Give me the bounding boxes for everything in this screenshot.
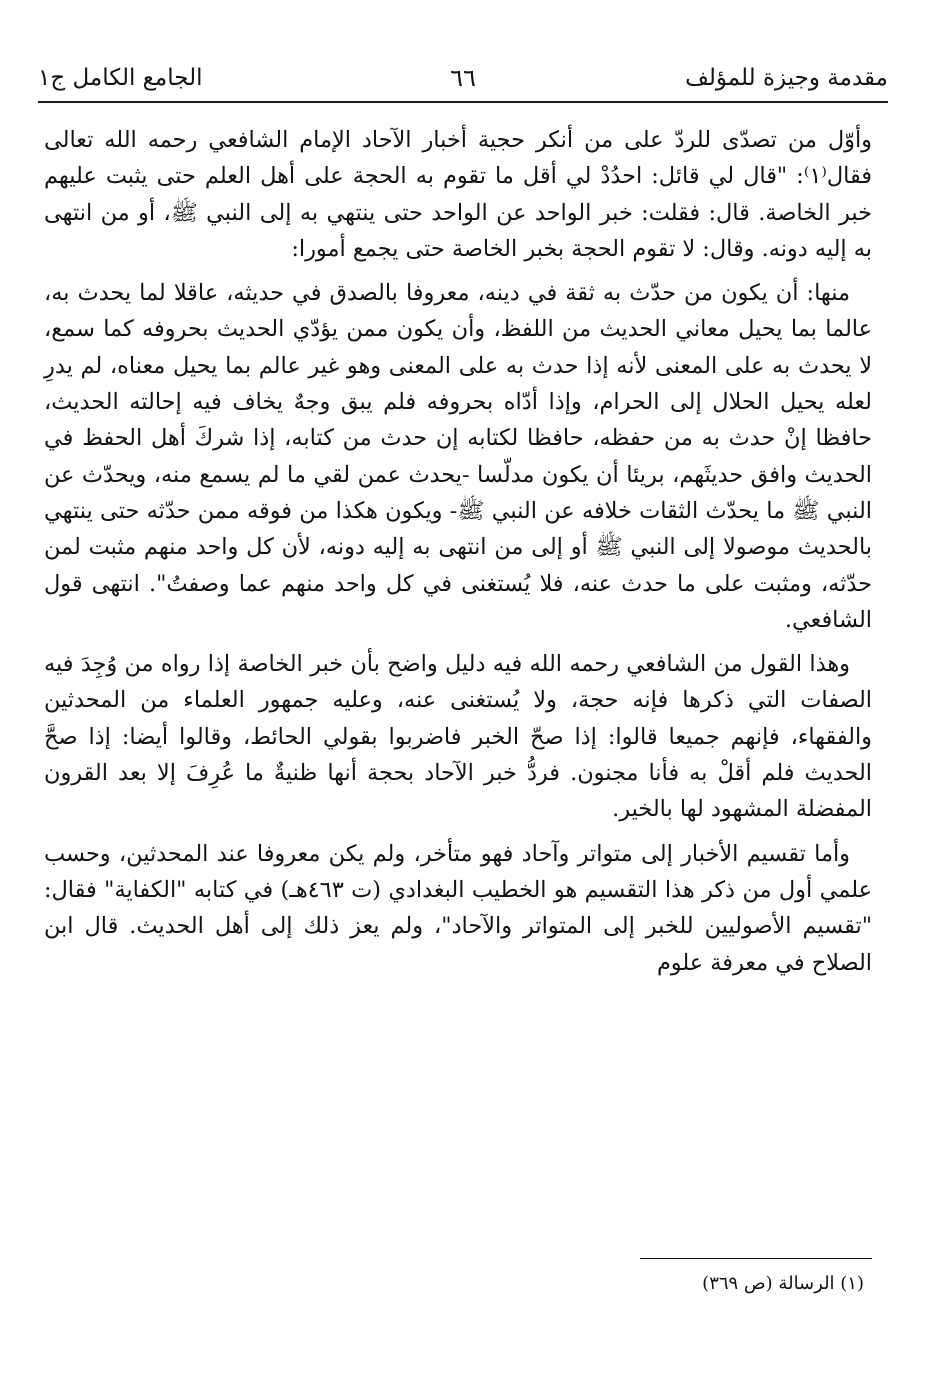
paragraph-conditions: منها: أن يكون من حدّث به ثقة في دينه، معروفا بالصدق في حديثه، عاقلا لما يحدث به، عالما بما يحيل معاني الحديث من اللفظ، وأن يكون ممن يؤدّي الحديث بحروفه كما سمع، لا يحدث به على المعنى لأنه إذا حدث به على المعنى وهو غير عالم بما يحيل معناه، لم يدرِ لعله يحيل الحلال إلى الحرام، وإذا أدّاه بحروفه فلم يبق وجهٌ يخاف فيه إحالته الحديث، حافظا إنْ حدث به من حفظه، حافظا لكتابه إن حدث من كتابه، إذا شركَ أهل الحفظ في الحديث وافق حديثَهم، بريئا أن يكون مدلّسا -يحدث عمن لقي ما لم يسمع منه، ويحدّث عن النبي ﷺ ما يحدّث الثقات خلافه عن النبي ﷺ- ويكون هكذا من فوقه ممن حدّثه حتى ينتهي بالحديث موصولا إلى النبي ﷺ أو إلى من انتهى به إليه دونه، لأن كل واحد منهم مثبت لمن حدّثه، ومثبت على ما حدث عنه، فلا يُستغنى في كل واحد منهم عما وصفتُ". انتهى قول الشافعي. bbox=[44, 280, 872, 633]
page-number: ٦٦ bbox=[450, 64, 476, 92]
footnote: (١) الرسالة (ص ٣٦٩) bbox=[702, 1273, 864, 1294]
paragraph-commentary: وهذا القول من الشافعي رحمه الله فيه دليل واضح بأن خبر الخاصة إذا رواه من وُجِدَ فيه الصفات التي ذكرها فإنه حجة، ولا يُستغنى عنه، وعليه جمهور العلماء من المحدثين والفقهاء، فإنهم جميعا قالوا: إذا صحّ الخبر فاضربوا بقولي الحائط، وقالوا أيضا: إذا صحَّ الحديث فلم أقلْ به فأنا مجنون. فردُّ خبر الآحاد بحجة أنها ظنيةٌ ما عُرِفَ إلا بعد القرون المفضلة المشهود لها بالخير. bbox=[44, 651, 872, 823]
footnote-divider bbox=[640, 1258, 872, 1259]
header-divider bbox=[38, 101, 888, 103]
paragraph-classification: وأما تقسيم الأخبار إلى متواتر وآحاد فهو متأخر، ولم يكن معروفا عند المحدثين، وحسب علمي أول من ذكر هذا التقسيم هو الخطيب البغدادي (ت ٤٦٣هـ) في كتابه "الكفاية" فقال: "تقسيم الأصوليين للخبر إلى المتواتر والآحاد"، ولم يعز ذلك إلى أهل الحديث. قال ابن الصلاح في معرفة علوم bbox=[44, 840, 872, 976]
paragraph-shafii-intro: وأوّل من تصدّى للردّ على من أنكر حجية أخبار الآحاد الإمام الشافعي رحمه الله تعالى فقال⁽١⁾: "قال لي قائل: احدُدْ لي أقل ما تقوم به الحجة على أهل العلم حتى يثبت عليهم خبر الخاصة. قال: فقلت: خبر الواحد عن الواحد حتى ينتهي به إلى النبي ﷺ، أو من انتهى به إليه دونه. وقال: لا تقوم الحجة بخبر الخاصة حتى يجمع أمورا: bbox=[44, 127, 872, 262]
main-text bbox=[44, 122, 872, 989]
book-title: الجامع الكامل ج١ bbox=[38, 65, 203, 91]
page-header bbox=[38, 58, 888, 98]
section-title: مقدمة وجيزة للمؤلف bbox=[685, 65, 888, 91]
